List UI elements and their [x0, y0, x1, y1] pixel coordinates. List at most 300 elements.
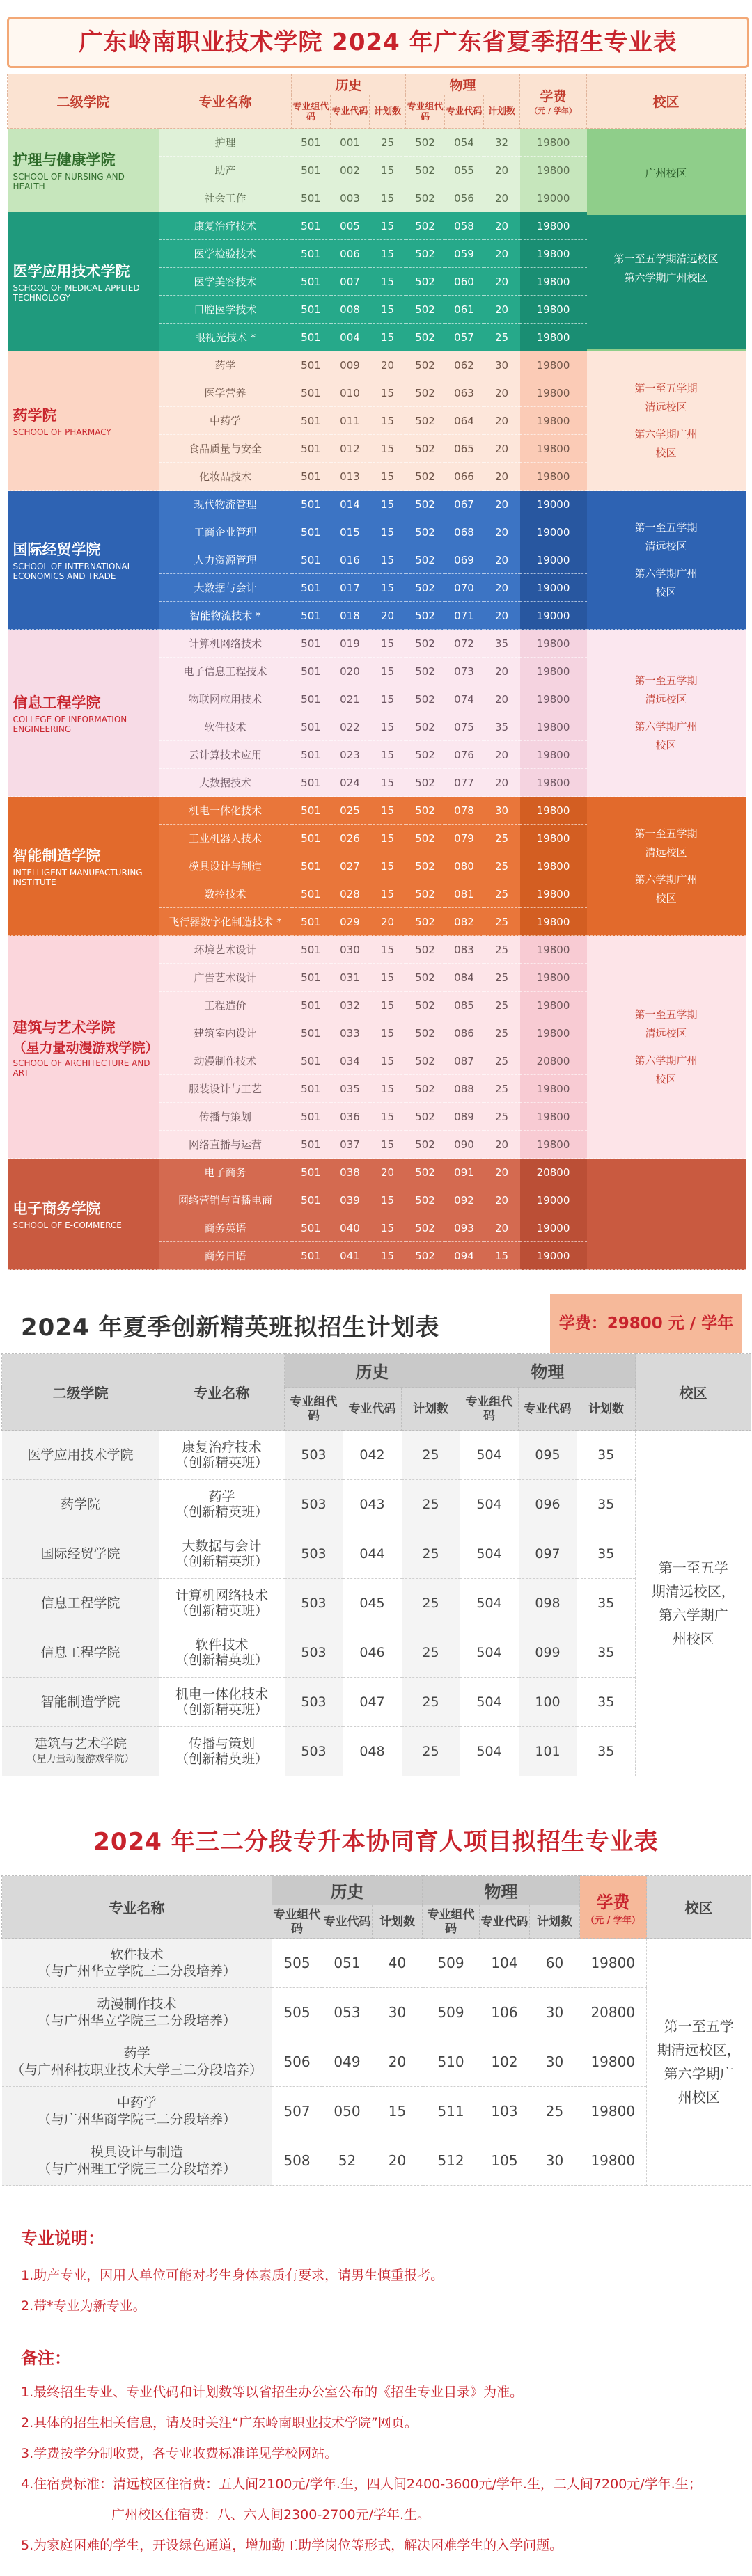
p-group-cell: 502	[406, 379, 445, 407]
p-code-cell: 074	[445, 685, 484, 713]
major-cell	[159, 1727, 285, 1776]
college-name: 电子商务学院	[13, 1200, 101, 1217]
major-name: 模具设计与制造	[90, 2145, 183, 2160]
t2-header-physics-major-code: 专业代码	[519, 1388, 577, 1431]
h-group-cell: 501	[292, 351, 331, 379]
college-cell	[8, 1159, 159, 1270]
campus-cell-empty	[587, 1159, 746, 1270]
major-cell: 助产	[159, 157, 292, 184]
major-notes-title: 专业说明：	[21, 2229, 104, 2248]
h-group-cell: 501	[292, 602, 331, 630]
major-subname: （创新精英班）	[175, 1751, 268, 1767]
p-plan-cell: 20	[484, 157, 520, 184]
campus-cell	[587, 491, 746, 630]
table1-title: 广东岭南职业技术学院 2024 年广东省夏季招生专业表	[79, 29, 677, 56]
college-cell	[2, 1529, 159, 1579]
p-group-cell: 504	[460, 1480, 519, 1529]
h-group-cell: 501	[292, 463, 331, 491]
p-code-cell: 061	[445, 296, 484, 324]
p-plan-cell: 20	[484, 212, 520, 240]
p-code-cell: 097	[519, 1529, 577, 1579]
partner-name: （与广州理工学院三二分段培养）	[37, 2161, 236, 2177]
table-row	[2, 1431, 751, 1480]
h-group-cell: 503	[285, 1579, 343, 1628]
campus-guangzhou	[587, 132, 746, 215]
h-code-cell: 042	[343, 1431, 402, 1480]
h-code-cell: 019	[331, 630, 370, 658]
h-plan-cell: 40	[373, 1939, 423, 1988]
p-plan-cell: 35	[577, 1628, 636, 1678]
college-name: 医学应用技术学院	[13, 263, 130, 280]
h-plan-cell: 15	[370, 1103, 406, 1131]
p-plan-cell: 25	[484, 1103, 520, 1131]
h-group-cell: 503	[285, 1529, 343, 1579]
fee-cell: 19800	[520, 351, 587, 379]
h-code-cell: 049	[322, 2037, 373, 2087]
t2-header-history: 历史	[285, 1354, 460, 1388]
p-plan-cell: 35	[484, 630, 520, 658]
h-code-cell: 030	[331, 936, 370, 964]
college-english-name: COLLEGE OF INFORMATION ENGINEERING	[13, 715, 127, 734]
campus-split	[587, 132, 746, 349]
p-code-cell: 066	[445, 463, 484, 491]
campus-text: 第六学期广州	[634, 719, 698, 733]
t2-header-physics-plan: 计划数	[577, 1388, 636, 1431]
college-cell	[8, 129, 159, 212]
h-group-cell: 501	[292, 630, 331, 658]
p-group-cell: 502	[406, 240, 445, 268]
p-plan-cell: 20	[484, 240, 520, 268]
table1-title-frame	[7, 17, 749, 68]
t3-header-physics: 物理	[423, 1876, 580, 1905]
p-code-cell: 054	[445, 129, 484, 157]
major-cell	[2, 2037, 272, 2087]
college-name: 信息工程学院	[13, 694, 101, 711]
fee-cell: 19000	[520, 1242, 587, 1270]
campus-text: 第一至五学	[664, 2018, 734, 2035]
p-code-cell: 067	[445, 491, 484, 518]
p-group-cell: 502	[406, 1103, 445, 1131]
p-plan-cell: 25	[484, 1075, 520, 1103]
major-cell: 康复治疗技术	[159, 212, 292, 240]
table-row	[2, 2037, 751, 2087]
h-code-cell: 034	[331, 1047, 370, 1075]
college-name: 药学院	[13, 407, 57, 424]
college-cell	[8, 936, 159, 1159]
h-code-cell: 006	[331, 240, 370, 268]
p-group-cell: 502	[406, 491, 445, 518]
h-group-cell: 501	[292, 157, 331, 184]
college-name: 智能制造学院	[40, 1694, 120, 1710]
campus-text: 清远校区	[645, 539, 687, 552]
p-plan-cell: 25	[530, 2087, 580, 2136]
h-group-cell: 503	[285, 1480, 343, 1529]
h-code-cell: 012	[331, 435, 370, 463]
college-name: 医学应用技术学院	[27, 1447, 134, 1463]
h-plan-cell: 15	[370, 240, 406, 268]
p-plan-cell: 35	[577, 1727, 636, 1776]
h-group-cell: 501	[292, 1075, 331, 1103]
h-plan-cell: 25	[402, 1431, 460, 1480]
p-code-cell: 078	[445, 797, 484, 825]
campus-text: 清远校区	[645, 845, 687, 859]
college-english-name: SCHOOL OF ARCHITECTURE AND ART	[13, 1058, 150, 1078]
fee-cell: 19000	[520, 184, 587, 212]
header-major: 专业名称	[159, 74, 292, 129]
major-cell: 眼视光技术 *	[159, 324, 292, 351]
p-plan-cell: 25	[484, 908, 520, 936]
h-code-cell: 007	[331, 268, 370, 296]
major-cell	[2, 2087, 272, 2136]
p-code-cell: 056	[445, 184, 484, 212]
fee-cell: 19800	[520, 407, 587, 435]
major-cell: 商务日语	[159, 1242, 292, 1270]
h-group-cell: 505	[272, 1939, 322, 1988]
p-code-cell: 069	[445, 546, 484, 574]
major-cell: 动漫制作技术	[159, 1047, 292, 1075]
h-plan-cell: 15	[370, 157, 406, 184]
p-code-cell: 082	[445, 908, 484, 936]
major-subname: （创新精英班）	[175, 1504, 268, 1520]
major-cell: 人力资源管理	[159, 546, 292, 574]
h-group-cell: 501	[292, 184, 331, 212]
major-cell: 医学检验技术	[159, 240, 292, 268]
fee-cell: 19800	[520, 157, 587, 184]
h-group-cell: 501	[292, 741, 331, 769]
campus-text: 校区	[655, 738, 677, 752]
college-cell	[2, 1727, 159, 1776]
p-plan-cell: 25	[484, 1047, 520, 1075]
campus-cell	[636, 1431, 751, 1776]
h-group-cell: 506	[272, 2037, 322, 2087]
p-group-cell: 502	[406, 435, 445, 463]
p-plan-cell: 20	[484, 379, 520, 407]
p-code-cell: 106	[480, 1988, 530, 2037]
major-name: 大数据与会计	[182, 1539, 262, 1554]
h-plan-cell: 15	[370, 463, 406, 491]
p-code-cell: 096	[519, 1480, 577, 1529]
p-plan-cell: 35	[577, 1431, 636, 1480]
campus-text: 第六学期广州	[634, 1054, 698, 1067]
p-plan-cell: 35	[577, 1678, 636, 1727]
major-name: 传播与策划	[188, 1736, 255, 1751]
h-code-cell: 039	[331, 1186, 370, 1214]
header-history-plan: 计划数	[370, 95, 406, 129]
header-fee	[520, 74, 587, 129]
p-group-cell: 502	[406, 463, 445, 491]
h-plan-cell: 15	[370, 1047, 406, 1075]
college-name: 药学院	[60, 1497, 100, 1512]
h-code-cell: 009	[331, 351, 370, 379]
p-plan-cell: 20	[484, 741, 520, 769]
p-code-cell: 062	[445, 351, 484, 379]
h-group-cell: 508	[272, 2136, 322, 2186]
major-cell: 环境艺术设计	[159, 936, 292, 964]
p-code-cell: 087	[445, 1047, 484, 1075]
fee-cell: 19800	[520, 1019, 587, 1047]
p-code-cell: 085	[445, 992, 484, 1019]
p-code-cell: 101	[519, 1727, 577, 1776]
h-code-cell: 038	[331, 1159, 370, 1186]
h-code-cell: 031	[331, 964, 370, 992]
p-code-cell: 100	[519, 1678, 577, 1727]
campus-text: 校区	[655, 585, 677, 598]
major-cell	[2, 1988, 272, 2037]
major-cell	[159, 1480, 285, 1529]
h-plan-cell: 15	[370, 1075, 406, 1103]
major-cell	[2, 1939, 272, 1988]
p-group-cell: 502	[406, 407, 445, 435]
fee-cell: 19800	[520, 1103, 587, 1131]
p-group-cell: 502	[406, 1186, 445, 1214]
p-plan-cell: 20	[484, 1186, 520, 1214]
p-group-cell: 502	[406, 658, 445, 685]
p-plan-cell: 35	[577, 1529, 636, 1579]
p-group-cell: 504	[460, 1678, 519, 1727]
fee-cell: 19800	[520, 630, 587, 658]
p-code-cell: 091	[445, 1159, 484, 1186]
h-plan-cell: 15	[370, 713, 406, 741]
p-group-cell: 502	[406, 880, 445, 908]
major-cell: 工业机器人技术	[159, 825, 292, 852]
p-plan-cell: 20	[484, 1131, 520, 1159]
major-name: 药学	[208, 1489, 235, 1504]
p-group-cell: 502	[406, 518, 445, 546]
p-code-cell: 071	[445, 602, 484, 630]
p-plan-cell: 35	[577, 1579, 636, 1628]
h-group-cell: 503	[285, 1628, 343, 1678]
notes-section	[21, 2227, 738, 2561]
p-group-cell: 502	[406, 685, 445, 713]
t3-header-campus: 校区	[647, 1876, 751, 1939]
summer-enrollment-table	[7, 74, 746, 1270]
p-plan-cell: 20	[484, 407, 520, 435]
h-group-cell: 501	[292, 240, 331, 268]
h-code-cell: 014	[331, 491, 370, 518]
h-code-cell: 048	[343, 1727, 402, 1776]
fee-cell: 20800	[520, 1159, 587, 1186]
p-group-cell: 502	[406, 936, 445, 964]
p-group-cell: 502	[406, 324, 445, 351]
p-group-cell: 502	[406, 1047, 445, 1075]
p-plan-cell: 20	[484, 546, 520, 574]
campus-cell	[587, 797, 746, 936]
p-group-cell: 502	[406, 574, 445, 602]
h-code-cell: 033	[331, 1019, 370, 1047]
p-plan-cell: 35	[577, 1480, 636, 1529]
major-cell	[159, 1431, 285, 1480]
h-plan-cell: 25	[402, 1579, 460, 1628]
major-subname: （创新精英班）	[175, 1653, 268, 1668]
h-plan-cell: 25	[402, 1727, 460, 1776]
h-group-cell: 501	[292, 212, 331, 240]
major-cell: 医学营养	[159, 379, 292, 407]
fee-cell: 19800	[520, 296, 587, 324]
major-cell	[2, 2136, 272, 2186]
h-group-cell: 501	[292, 713, 331, 741]
college-name: 信息工程学院	[40, 1645, 120, 1660]
p-code-cell: 093	[445, 1214, 484, 1242]
header-college: 二级学院	[8, 74, 159, 129]
t3-header-physics-plan: 计划数	[530, 1905, 580, 1939]
partner-name: （与广州华商学院三二分段培养）	[37, 2112, 236, 2127]
h-group-cell: 503	[285, 1678, 343, 1727]
h-code-cell: 001	[331, 129, 370, 157]
college-cell	[2, 1480, 159, 1529]
p-group-cell: 502	[406, 964, 445, 992]
p-group-cell: 510	[423, 2037, 480, 2087]
h-plan-cell: 15	[373, 2087, 423, 2136]
p-group-cell: 502	[406, 296, 445, 324]
p-group-cell: 502	[406, 797, 445, 825]
fee-cell: 19800	[580, 2037, 647, 2087]
campus-text: 第一至五学期	[634, 827, 698, 840]
h-plan-cell: 15	[370, 685, 406, 713]
table2-fee-badge: 学费：29800 元 / 学年	[550, 1294, 742, 1353]
fee-cell: 19800	[520, 797, 587, 825]
major-subname: （创新精英班）	[175, 1554, 268, 1569]
table-row	[8, 630, 746, 658]
college-cell	[8, 212, 159, 351]
h-code-cell: 050	[322, 2087, 373, 2136]
major-note-2: 2.带*专业为新专业。	[21, 2298, 146, 2314]
major-cell: 智能物流技术 *	[159, 602, 292, 630]
major-cell: 商务英语	[159, 1214, 292, 1242]
p-code-cell: 105	[480, 2136, 530, 2186]
h-group-cell: 501	[292, 685, 331, 713]
fee-cell: 19800	[520, 658, 587, 685]
p-code-cell: 072	[445, 630, 484, 658]
p-code-cell: 083	[445, 936, 484, 964]
h-plan-cell: 15	[370, 852, 406, 880]
college-english-name: SCHOOL OF NURSING AND HEALTH	[13, 172, 125, 191]
campus-text: 第一至五学期	[634, 520, 698, 534]
college-name: 国际经贸学院	[13, 541, 101, 558]
remark-4: 4.住宿费标准：清远校区住宿费：五人间2100元/学年.生，四人间2400-3600元/学年.生，二人间7200元/学年.生；	[21, 2476, 702, 2492]
p-plan-cell: 30	[484, 797, 520, 825]
college-name: 护理与健康学院	[13, 152, 116, 168]
major-name: 药学	[123, 2046, 150, 2061]
major-note-1: 1.助产专业，因用人单位可能对考生身体素质有要求，请男生慎重报考。	[21, 2268, 444, 2283]
major-cell: 口腔医学技术	[159, 296, 292, 324]
p-group-cell: 504	[460, 1579, 519, 1628]
h-plan-cell: 15	[370, 964, 406, 992]
fee-cell: 19800	[520, 852, 587, 880]
partner-name: （与广州华立学院三二分段培养）	[37, 1964, 236, 1979]
p-plan-cell: 32	[484, 129, 520, 157]
p-code-cell: 073	[445, 658, 484, 685]
h-plan-cell: 15	[370, 797, 406, 825]
major-cell: 工商企业管理	[159, 518, 292, 546]
h-plan-cell: 15	[370, 992, 406, 1019]
header-physics: 物理	[406, 74, 520, 95]
p-plan-cell: 25	[484, 880, 520, 908]
p-group-cell: 502	[406, 908, 445, 936]
major-name: 中药学	[116, 2095, 157, 2110]
major-cell: 电子商务	[159, 1159, 292, 1186]
college-cell	[8, 351, 159, 491]
campus-text: 第一至五学期	[634, 674, 698, 687]
h-plan-cell: 25	[370, 129, 406, 157]
p-group-cell: 502	[406, 602, 445, 630]
p-plan-cell: 20	[484, 574, 520, 602]
p-code-cell: 065	[445, 435, 484, 463]
h-code-cell: 008	[331, 296, 370, 324]
major-cell	[159, 1678, 285, 1727]
fee-cell: 19800	[520, 825, 587, 852]
fee-cell: 19800	[520, 324, 587, 351]
p-group-cell: 502	[406, 1131, 445, 1159]
p-group-cell: 511	[423, 2087, 480, 2136]
h-plan-cell: 15	[370, 825, 406, 852]
h-code-cell: 046	[343, 1628, 402, 1678]
major-cell: 物联网应用技术	[159, 685, 292, 713]
major-cell: 软件技术	[159, 713, 292, 741]
h-group-cell: 501	[292, 1186, 331, 1214]
h-code-cell: 047	[343, 1678, 402, 1727]
h-code-cell: 040	[331, 1214, 370, 1242]
fee-cell: 19800	[520, 769, 587, 797]
campus-cell	[587, 630, 746, 797]
p-plan-cell: 20	[484, 658, 520, 685]
major-cell: 护理	[159, 129, 292, 157]
major-name: 康复治疗技术	[182, 1440, 262, 1455]
campus-text: 校区	[655, 446, 677, 459]
fee-cell: 19800	[580, 1939, 647, 1988]
p-plan-cell: 60	[530, 1939, 580, 1988]
p-plan-cell: 20	[484, 518, 520, 546]
p-group-cell: 502	[406, 1019, 445, 1047]
h-code-cell: 020	[331, 658, 370, 685]
h-group-cell: 501	[292, 825, 331, 852]
campus-text	[587, 417, 746, 425]
h-group-cell: 501	[292, 1214, 331, 1242]
fee-cell: 20800	[520, 1047, 587, 1075]
fee-cell: 19800	[520, 1131, 587, 1159]
h-code-cell: 032	[331, 992, 370, 1019]
fee-cell: 19800	[520, 741, 587, 769]
h-plan-cell: 15	[370, 630, 406, 658]
college-english-name: SCHOOL OF PHARMACY	[13, 427, 111, 437]
h-plan-cell: 25	[402, 1678, 460, 1727]
major-cell: 机电一体化技术	[159, 797, 292, 825]
h-group-cell: 501	[292, 407, 331, 435]
table-row	[8, 491, 746, 518]
p-code-cell: 058	[445, 212, 484, 240]
p-code-cell: 103	[480, 2087, 530, 2136]
campus-text: 第六学期广州	[634, 427, 698, 440]
h-group-cell: 501	[292, 769, 331, 797]
h-plan-cell: 15	[370, 936, 406, 964]
college-name: 建筑与艺术学院	[13, 1019, 116, 1036]
college-english-name: SCHOOL OF MEDICAL APPLIED TECHNOLOGY	[13, 283, 140, 303]
remark-1: 1.最终招生专业、专业代码和计划数等以省招生办公室公布的《招生专业目录》为准。	[21, 2385, 524, 2400]
campus-text: 州校区	[677, 2089, 720, 2106]
h-plan-cell: 15	[370, 491, 406, 518]
header-history-major-code: 专业代码	[331, 95, 370, 129]
h-plan-cell: 15	[370, 741, 406, 769]
campus-text: 期清远校区，	[657, 2042, 741, 2058]
h-code-cell: 015	[331, 518, 370, 546]
college-english-name: SCHOOL OF E-COMMERCE	[13, 1221, 122, 1230]
h-group-cell: 501	[292, 268, 331, 296]
major-name: 机电一体化技术	[175, 1687, 268, 1702]
p-code-cell: 070	[445, 574, 484, 602]
h-code-cell: 016	[331, 546, 370, 574]
p-code-cell: 063	[445, 379, 484, 407]
remark-5: 5.为家庭困难的学生，开设绿色通道，增加勤工助学岗位等形式，解决困难学生的入学问题。	[21, 2538, 563, 2553]
p-plan-cell: 25	[484, 992, 520, 1019]
